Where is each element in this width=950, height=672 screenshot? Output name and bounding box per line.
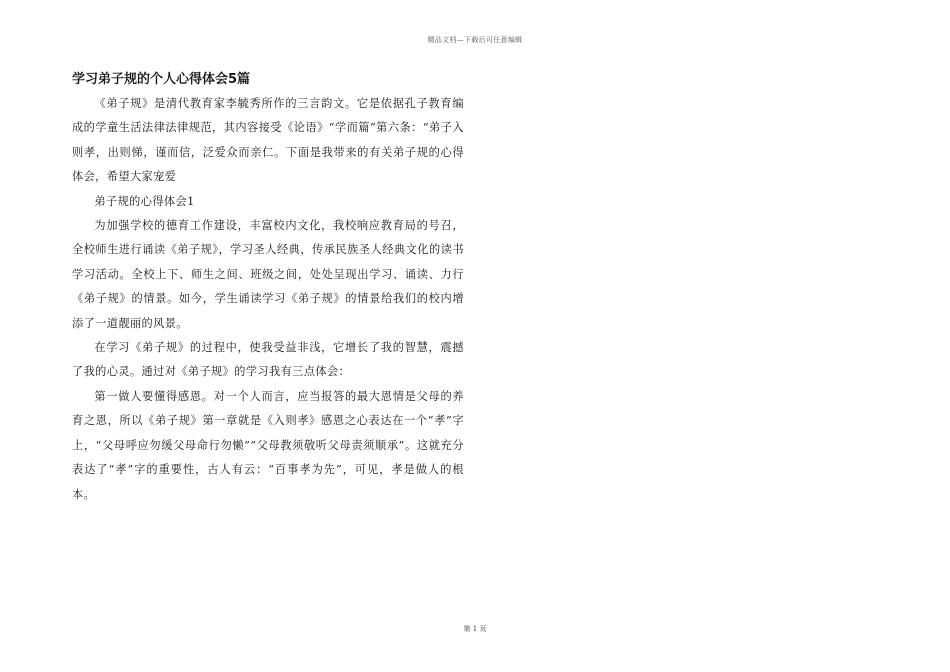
document-title: 学习弟子规的个人心得体会5篇 <box>72 72 251 87</box>
section-heading: 弟子规的心得体会1 <box>94 194 195 208</box>
page-number: 第 1 页 <box>463 625 487 633</box>
document-body <box>72 92 464 507</box>
paragraph-intro: 《弟子规》是清代教育家李毓秀所作的三言韵文。它是依据孔子教育编成的学童生活法律法律规范，其内容接受《论语》“学而篇”第六条：“弟子入则孝，出则悌，谨而信，泛爱众而亲仁。下面是我带来的有关弟子规的心得体会，希望大家宠爱 <box>72 97 464 184</box>
paragraph: 第一做人要懂得感恩。对一个人而言，应当报答的最大恩情是父母的养育之恩，所以《弟子规》第一章就是《入则孝》感恩之心表达在一个“孝”字上，“父母呼应勿缓父母命行勿懒”“父母教须敬听父母责须顺承”。这就充分表达了“孝”字的重要性，古人有云：“百事孝为先”，可见，孝是做人的根本。 <box>72 389 464 501</box>
header-note: 精品文档—下载后可任意编辑 <box>427 36 523 44</box>
paragraph: 为加强学校的德育工作建设，丰富校内文化，我校响应教育局的号召，全校师生进行诵读《弟子规》，学习圣人经典，传承民族圣人经典文化的读书学习活动。全校上下、师生之间、班级之间，处处呈现出学习、诵读、力行《弟子规》的情景。如今，学生诵读学习《弟子规》的情景给我们的校内增添了一道靓丽的风景。 <box>72 219 464 330</box>
paragraph: 在学习《弟子规》的过程中，使我受益非浅，它增长了我的智慧，震撼了我的心灵。通过对《弟子规》的学习我有三点体会： <box>72 341 464 379</box>
